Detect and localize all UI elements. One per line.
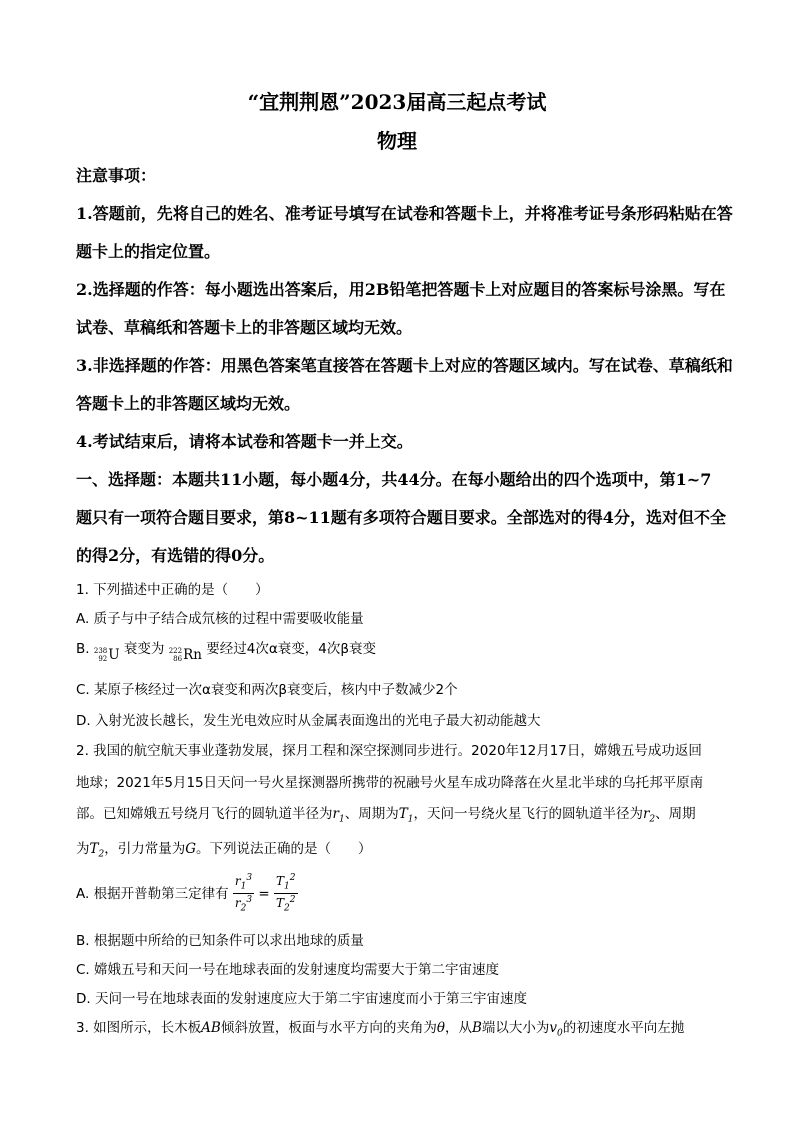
notes-heading: 注意事项：: [76, 166, 157, 185]
note-3-line2: 答题卡上的非答题区域均无效。: [76, 394, 301, 413]
q2-option-a: A. 根据开普勒第三定律有 $\frac{r_1^3}{r_2^3}$ = $\frac{T_1^2}{T_2^2}$: [76, 873, 296, 914]
note-2-line1: 2.选择题的作答：每小题选出答案后，用2B铅笔把答题卡上对应题目的答案标号涂黑。写在: [76, 280, 726, 299]
exam-title: “宜荆荆恩”2023届高三起点考试: [247, 90, 547, 114]
q2-stem-line3: 部。已知嫦娥五号绕月飞行的圆轨道半径为$r_1$、周期为$T_1$，天问一号绕火星飞行的圆轨道半径为$r_2$、周期: [76, 806, 696, 825]
q2-stem-line2: 地球；2021年5月15日天问一号火星探测器所携带的祝融号火星车成功降落在火星北半球的乌托邦平原南: [76, 775, 704, 791]
radon-nuclide: 222 86 Rn: [168, 647, 202, 663]
q2-option-c: C. 嫦娥五号和天问一号在地球表面的发射速度均需要大于第二宇宙速度: [76, 962, 500, 978]
t-ratio-fraction: $\frac{T_1^2}{T_2^2}$: [276, 873, 296, 914]
section-instructions-line2: 题只有一项符合题目要求，第8~11题有多项符合题目要求。全部选对的得4分，选对但不全: [76, 508, 726, 527]
q2-stem-line4: 为$T_2$，引力常量为G。下列说法正确的是（ ）: [76, 841, 372, 860]
q1-option-d: D. 入射光波长越长，发生光电效应时从金属表面逸出的光电子最大初动能越大: [76, 713, 541, 729]
q1-option-c: C. 某原子核经过一次α衰变和两次β衰变后，核内中子数减少2个: [76, 682, 458, 698]
q1-stem: 1. 下列描述中正确的是（ ）: [76, 582, 269, 598]
note-1-line1: 1.答题前，先将自己的姓名、准考证号填写在试卷和答题卡上，并将准考证号条形码粘贴在答: [76, 204, 733, 223]
note-1-line2: 题卡上的指定位置。: [76, 242, 221, 261]
uranium-nuclide: 238 92 U: [93, 647, 120, 663]
section-instructions-line3: 的得2分，有选错的得0分。: [76, 546, 275, 565]
q1-option-b: B. 238 92 U 衰变为 222 86 Rn 要经过4次α衰变，4次β衰变: [76, 641, 376, 663]
section-instructions-line1: 一、选择题：本题共11小题，每小题4分，共44分。在每小题给出的四个选项中，第1~7: [76, 470, 712, 489]
subject-title: 物理: [377, 129, 417, 153]
q2-option-b: B. 根据题中所给的已知条件可以求出地球的质量: [76, 933, 364, 949]
q3-stem-line1: 3. 如图所示，长木板AB倾斜放置，板面与水平方向的夹角为θ，从B端以大小为$v_0$的初速度水平向左抛: [76, 1020, 685, 1039]
r-ratio-fraction: $\frac{r_1^3}{r_2^3}$: [234, 873, 253, 914]
q1-option-a: A. 质子与中子结合成氘核的过程中需要吸收能量: [76, 611, 364, 627]
note-2-line2: 试卷、草稿纸和答题卡上的非答题区域均无效。: [76, 318, 413, 337]
q2-option-d: D. 天问一号在地球表面的发射速度应大于第二宇宙速度而小于第三宇宙速度: [76, 991, 527, 1007]
note-3-line1: 3.非选择题的作答：用黑色答案笔直接答在答题卡上对应的答题区域内。写在试卷、草稿纸和: [76, 356, 733, 375]
q2-stem-line1: 2. 我国的航空航天事业蓬勃发展，探月工程和深空探测同步进行。2020年12月17日，嫦娥五号成功返回: [76, 743, 702, 759]
note-4-line1: 4.考试结束后，请将本试卷和答题卡一并上交。: [76, 432, 413, 451]
